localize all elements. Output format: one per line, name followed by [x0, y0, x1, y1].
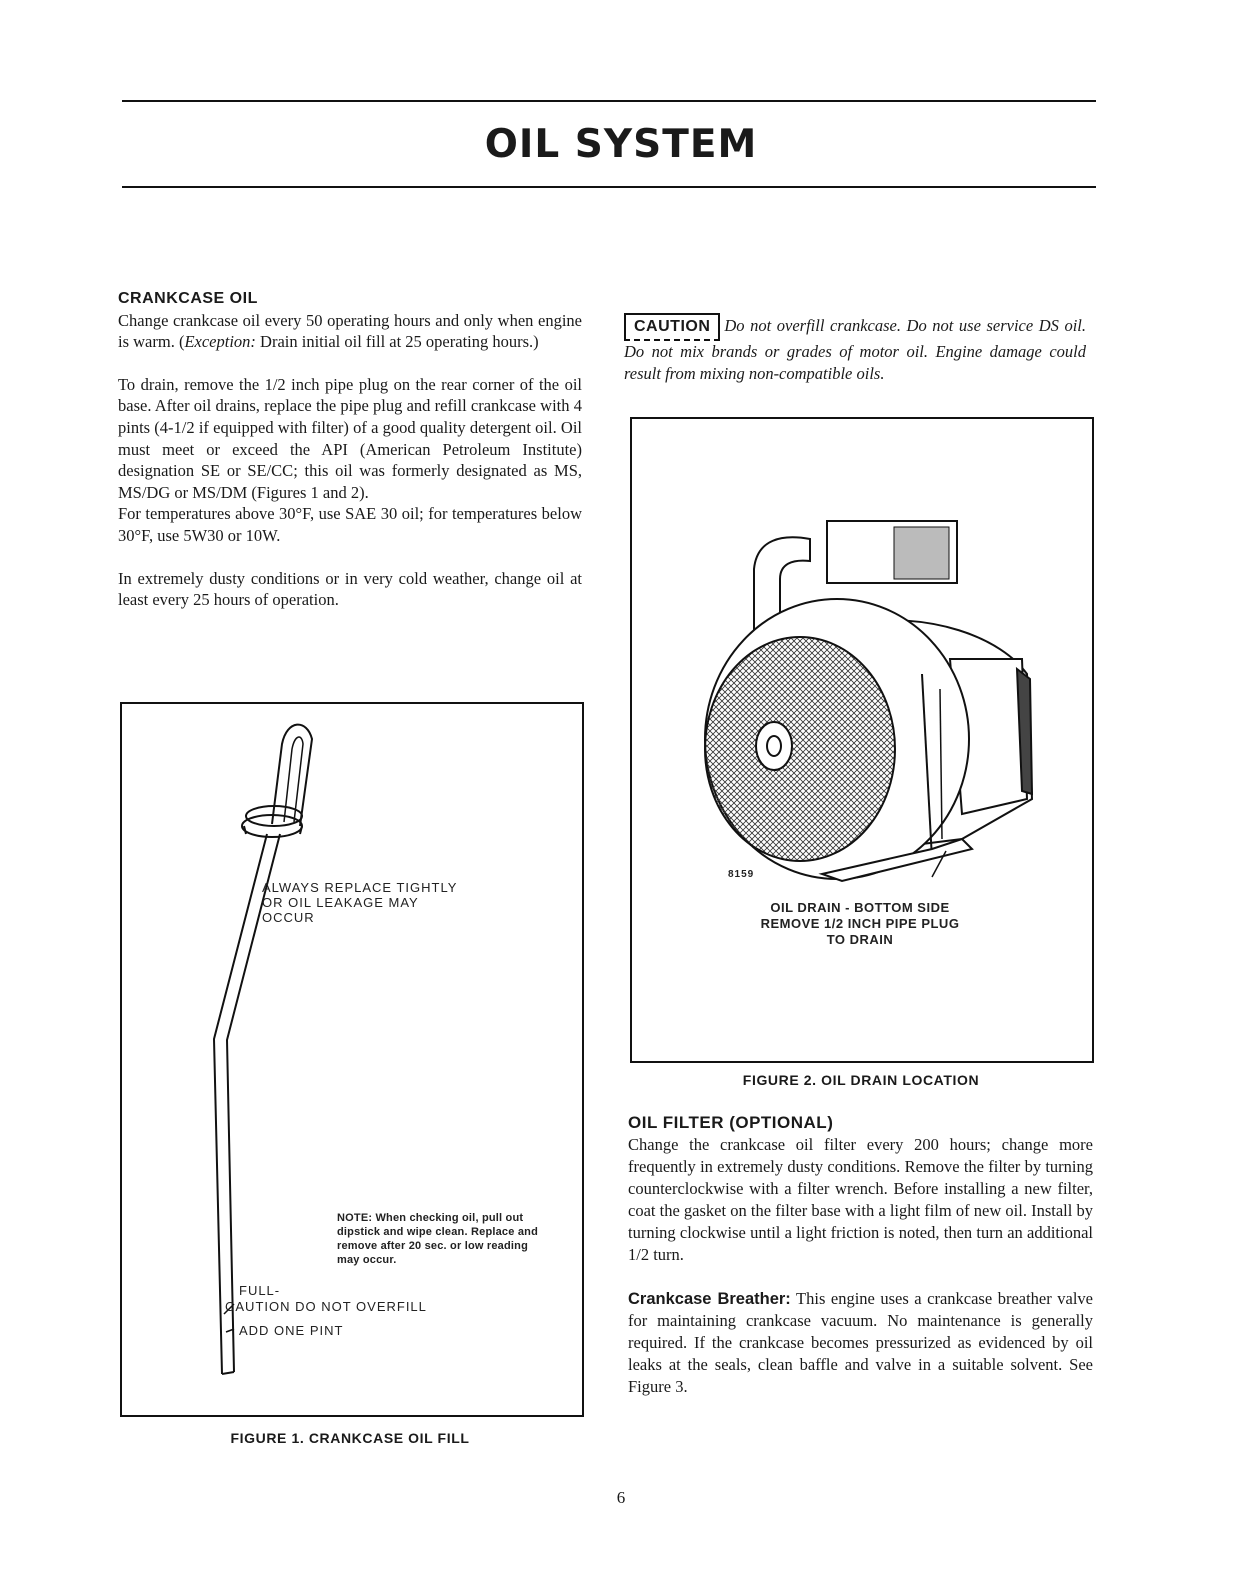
breather-paragraph — [628, 1288, 1093, 1398]
label-add-one-pint: ADD ONE PINT — [239, 1323, 344, 1338]
engine-illustration — [632, 419, 1092, 1061]
caution-badge: CAUTION — [624, 313, 720, 341]
label-oil-drain: OIL DRAIN - BOTTOM SIDE REMOVE 1/2 INCH PIPE PLUG TO DRAIN — [760, 900, 960, 947]
crankcase-oil-heading: CRANKCASE OIL — [118, 290, 258, 307]
title-underline-rule — [122, 186, 1096, 188]
p1-exception: Exception: — [184, 332, 256, 352]
label-caution-overfill: CAUTION DO NOT OVERFILL — [225, 1299, 427, 1314]
oil-filter-section — [628, 1112, 1093, 1398]
crankcase-oil-paragraph-1 — [118, 310, 582, 353]
oil-filter-heading: OIL FILTER (OPTIONAL) — [628, 1113, 834, 1132]
top-rule — [122, 100, 1096, 102]
page-title: OIL SYSTEM — [484, 122, 758, 167]
figure-2-caption: FIGURE 2. OIL DRAIN LOCATION — [742, 1072, 980, 1088]
figure-1-caption: FIGURE 1. CRANKCASE OIL FILL — [230, 1430, 470, 1446]
figure-2-ref-code: 8159 — [728, 869, 755, 880]
crankcase-oil-section — [118, 288, 582, 611]
figure-1-box — [120, 702, 584, 1417]
caution-text: Do not overfill crankcase. Do not use service DS oil. Do not mix brands or grades of motor oil. Engine damage could result from mixing non-compatible oils. — [624, 316, 1086, 383]
breather-heading: Crankcase Breather: — [628, 1290, 791, 1308]
page-number: 6 — [616, 1488, 626, 1507]
crankcase-oil-paragraph-4: In extremely dusty conditions or in very cold weather, change oil at least every 25 hours of operation. — [118, 568, 582, 610]
crankcase-oil-paragraph-3: For temperatures above 30°F, use SAE 30 oil; for temperatures below 30°F, use 5W30 or 10W. — [118, 504, 582, 545]
oil-filter-text: Change the crankcase oil filter every 200 hours; change more frequently in extremely dusty conditions. Remove the filter by turning counterclockwise with a filter wrench. Before installing a new filter, coat the gasket on the filter base with a light film of new oil. Install by turning clockwise until a light friction is noted, then turn an additional 1/2 turn. — [628, 1135, 1093, 1264]
p1-text-b: Drain initial oil fill at 25 operating hours.) — [255, 332, 539, 352]
label-always-replace: ALWAYS REPLACE TIGHTLY OR OIL LEAKAGE MAY OCCUR — [262, 880, 458, 925]
breather-text: This engine uses a crankcase breather valve for maintaining crankcase vacuum. No maintenance is generally required. If the crankcase becomes pressurized as evidenced by oil leaks at the seals, clean baffle and valve in a suitable solvent. See Figure 3. — [628, 1289, 1093, 1396]
label-dipstick-note: NOTE: When checking oil, pull out dipstick and wipe clean. Replace and remove after 20 sec. or low reading may occur. — [337, 1212, 538, 1266]
label-full: FULL- — [239, 1283, 281, 1298]
figure-2-box — [630, 417, 1094, 1063]
caution-block — [624, 313, 1086, 385]
p1-text-a: Change crankcase oil every 50 operating hours and only when engine is warm. ( — [118, 310, 582, 352]
crankcase-oil-paragraph-2: To drain, remove the 1/2 inch pipe plug on the rear corner of the oil base. After oil drains, replace the pipe plug and refill crankcase with 4 pints (4-1/2 if equipped with filter) of a good quality detergent oil. Oil must meet or exceed the API (American Petroleum Institute) designation SE or SE/CC; this oil was formerly designated as MS, MS/DG or MS/DM (Figures 1 and 2). — [118, 374, 582, 502]
